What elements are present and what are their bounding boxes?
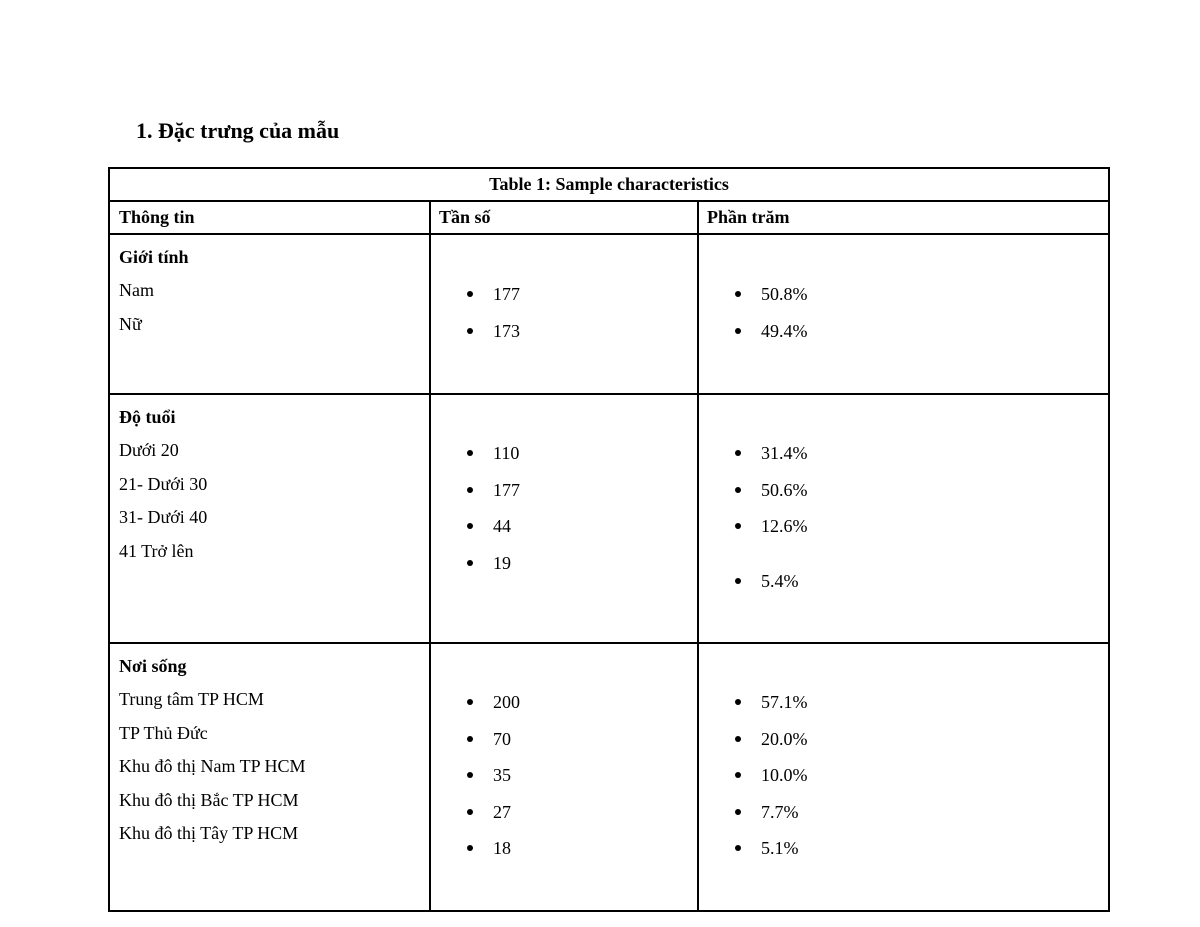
list-item: Khu đô thị Bắc TP HCM [119,789,299,810]
list-item: 21- Dưới 30 [119,473,208,494]
list-item: Dưới 20 [119,440,179,460]
frequency-cell [430,643,698,911]
header-info: Thông tin [109,201,430,234]
info-cell [109,643,430,911]
header-frequency: Tần số [430,201,698,234]
list-item: TP Thủ Đức [119,722,208,743]
frequency-value: 177 [431,472,697,509]
percent-value: 50.8% [699,276,1108,313]
percent-value: 31.4% [699,435,1108,472]
frequency-value: 200 [431,684,697,721]
table-row-gender [109,234,1109,394]
frequency-value: 18 [431,830,697,867]
percent-value: 20.0% [699,721,1108,758]
list-item: Trung tâm TP HCM [119,689,264,709]
frequency-value: 110 [431,435,697,472]
table-row-residence [109,643,1109,911]
table-caption-row [109,168,1109,201]
list-item: 41 Trở lên [119,540,194,561]
percent-value: 57.1% [699,684,1108,721]
percent-value: 5.4% [699,563,1108,600]
table-row-age [109,394,1109,643]
percent-value: 7.7% [699,794,1108,831]
frequency-value: 173 [431,313,697,350]
percent-value: 49.4% [699,313,1108,350]
frequency-value: 19 [431,545,697,582]
frequency-cell [430,394,698,643]
percent-value: 50.6% [699,472,1108,509]
table-header-row [109,201,1109,234]
frequency-value: 35 [431,757,697,794]
frequency-value: 44 [431,508,697,545]
header-percent: Phần trăm [698,201,1109,234]
group-title: Giới tính [119,247,189,267]
info-cell [109,234,430,394]
section-heading: 1. Đặc trưng của mẫu [136,118,340,143]
percent-cell [698,394,1109,643]
percent-value: 10.0% [699,757,1108,794]
percent-value: 5.1% [699,830,1108,867]
list-item: Khu đô thị Nam TP HCM [119,756,306,776]
list-item: Khu đô thị Tây TP HCM [119,823,299,843]
info-cell [109,394,430,643]
percent-cell [698,643,1109,911]
percent-value: 12.6% [699,508,1108,545]
frequency-value: 177 [431,276,697,313]
sample-characteristics-table [108,167,1110,912]
list-item: Nữ [119,313,142,334]
frequency-cell [430,234,698,394]
group-title: Nơi sống [119,656,187,676]
frequency-value: 27 [431,794,697,831]
table-caption: Table 1: Sample characteristics [109,168,1109,201]
percent-cell [698,234,1109,394]
frequency-value: 70 [431,721,697,758]
list-item: 31- Dưới 40 [119,507,208,527]
list-item: Nam [119,280,154,300]
group-title: Độ tuổi [119,407,176,427]
